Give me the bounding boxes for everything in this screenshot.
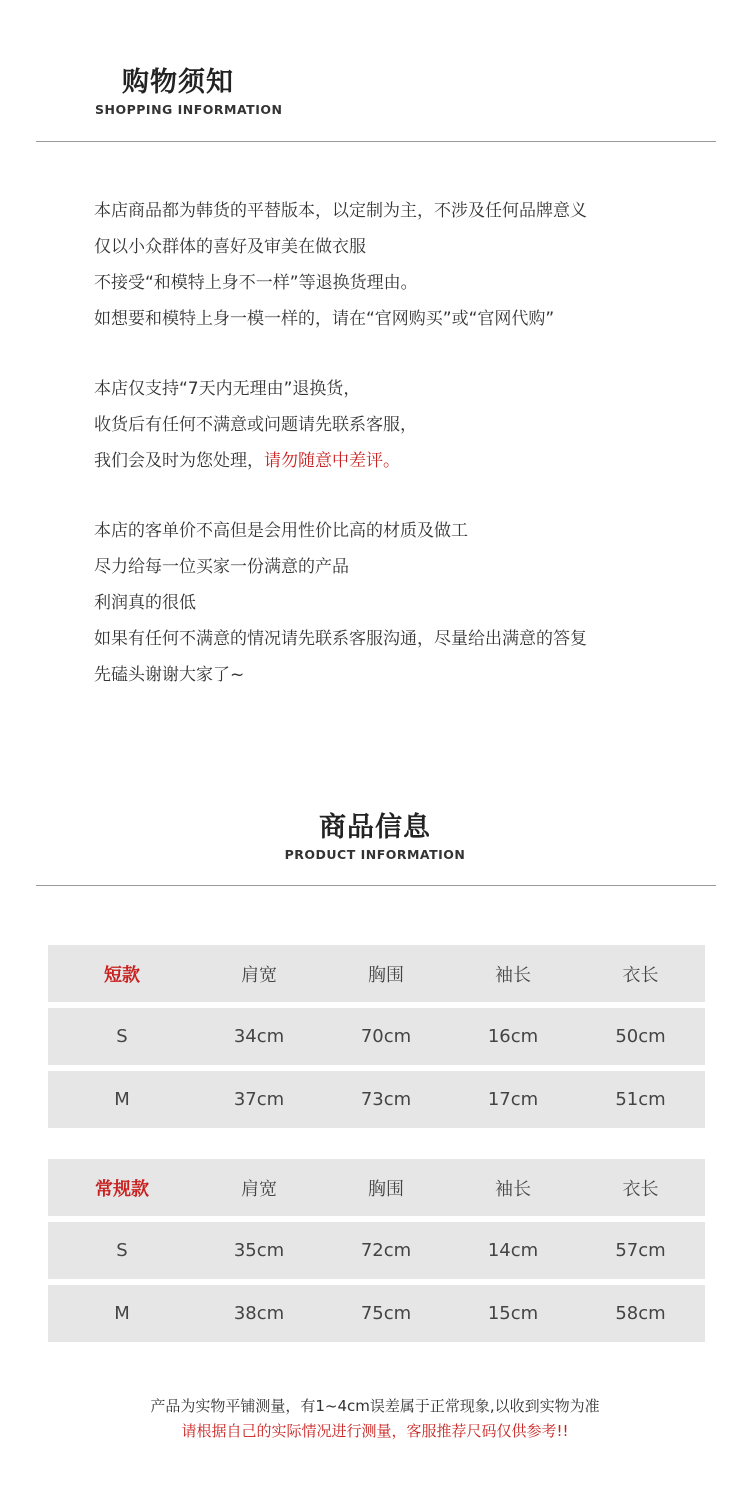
value-cell: 57cm [615,1240,666,1261]
table-row [48,1222,705,1279]
table-row [48,1071,705,1128]
table-header-row [48,945,705,1002]
notice-line: 仅以小众群体的喜好及审美在做衣服 [94,237,366,257]
header-cell: 胸围 [368,964,404,986]
value-cell: 58cm [615,1303,666,1324]
notice-line: 如想要和模特上身一模一样的，请在“官网购买”或“官网代购” [94,309,555,329]
value-cell: 73cm [360,1089,412,1110]
value-cell: 75cm [360,1303,412,1324]
header-cell: 肩宽 [241,1178,277,1200]
value-cell: 51cm [615,1089,666,1110]
header-cell-style: 常规款 [95,1178,149,1200]
value-cell: 50cm [615,1026,666,1047]
header-cell-style: 短款 [104,964,140,986]
product-divider [36,885,716,886]
shopping-subtitle: SHOPPING INFORMATION [95,102,283,117]
notice-line: 本店仅支持“7天内无理由”退换货， [94,379,361,399]
size-cell: S [116,1026,128,1047]
value-cell: 38cm [233,1303,285,1324]
header-cell: 袖长 [495,964,531,986]
notice-line: 尽力给每一位买家一份满意的产品 [94,557,349,577]
table-row [48,1008,705,1065]
notice-line-mixed [94,443,714,479]
value-cell: 70cm [360,1026,412,1047]
product-title: 商品信息 [319,812,431,843]
shopping-notice [94,193,714,693]
table-header-row [48,1159,705,1216]
value-cell: 37cm [233,1089,285,1110]
header-cell: 肩宽 [241,964,277,986]
notice-warning: 请勿随意中差评。 [264,451,400,471]
notice-line: 利润真的很低 [94,593,196,613]
shopping-divider [36,141,716,142]
value-cell: 34cm [233,1026,285,1047]
size-table-regular [48,1159,705,1348]
size-cell: S [116,1240,128,1261]
measurement-warning: 请根据自己的实际情况进行测量，客服推荐尺码仅供参考!! [181,1422,569,1440]
notice-line: 如果有任何不满意的情况请先联系客服沟通，尽量给出满意的答复 [94,629,587,649]
header-cell: 衣长 [622,964,659,986]
notice-line: 不接受“和模特上身不一样”等退换货理由。 [94,273,418,293]
notice-line: 先磕头谢谢大家了~ [94,665,245,685]
size-cell: M [114,1089,130,1110]
notice-line: 本店商品都为韩货的平替版本，以定制为主，不涉及任何品牌意义 [94,201,587,221]
value-cell: 17cm [487,1089,539,1110]
shopping-title: 购物须知 [122,67,234,98]
table-row [48,1285,705,1342]
value-cell: 15cm [487,1303,539,1324]
value-cell: 35cm [233,1240,285,1261]
size-cell: M [114,1303,130,1324]
notice-line: 收货后有任何不满意或问题请先联系客服， [94,415,417,435]
value-cell: 16cm [487,1026,539,1047]
measurement-note: 产品为实物平铺测量，有1~4cm误差属于正常现象,以收到实物为准 [150,1397,600,1415]
size-table-short [48,945,705,1134]
value-cell: 14cm [487,1240,539,1261]
product-subtitle: PRODUCT INFORMATION [284,847,466,862]
notice-line: 本店的客单价不高但是会用性价比高的材质及做工 [94,521,468,541]
header-cell: 衣长 [622,1178,659,1200]
header-cell: 袖长 [495,1178,531,1200]
value-cell: 72cm [360,1240,412,1261]
header-cell: 胸围 [368,1178,404,1200]
notice-text: 我们会及时为您处理， [94,451,264,471]
